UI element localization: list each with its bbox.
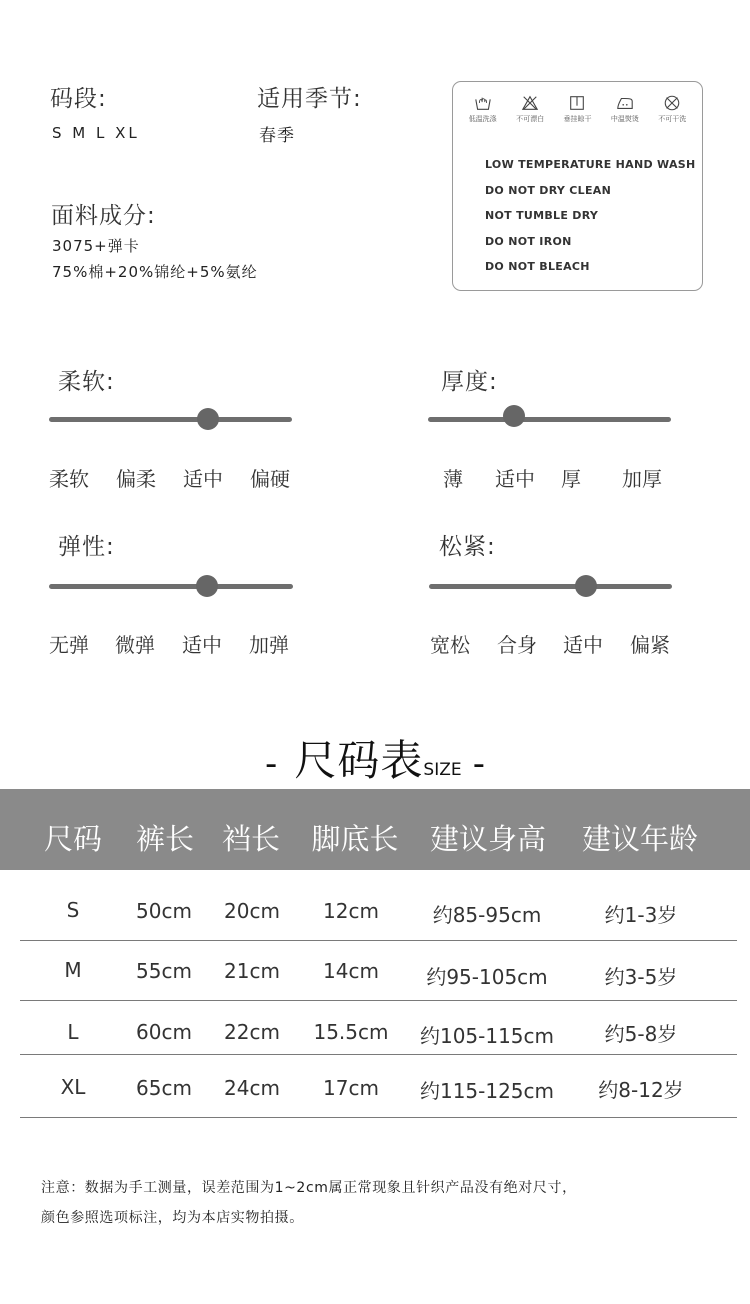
softness-option: 偏柔: [116, 467, 156, 491]
color-note: 颜色参照选项标注，均为本店实物拍摄。: [41, 1210, 304, 1226]
softness-option: 偏硬: [250, 467, 290, 491]
elasticity-option: 适中: [182, 633, 222, 657]
softness-scale-knob: [197, 408, 219, 430]
thickness-option: 适中: [495, 467, 535, 491]
thickness-title: 厚度:: [441, 369, 498, 395]
fit-option: 适中: [563, 633, 603, 657]
header-crotch-length: 裆长: [221, 822, 280, 856]
hang-dry-icon: 垂挂晾干: [554, 94, 600, 124]
fit-scale-knob: [575, 575, 597, 597]
size-chart-title-sub: SIZE: [423, 760, 462, 780]
no-dry-clean-icon: 不可干洗: [649, 94, 695, 124]
fit-option: 合身: [497, 633, 537, 657]
row-divider: [20, 1054, 737, 1055]
header-height: 建议身高: [429, 822, 546, 856]
header-pants-length: 裤长: [135, 822, 194, 856]
fabric-line-2: 75%棉+20%锦纶+5%氨纶: [52, 263, 258, 281]
season-value: 春季: [259, 126, 295, 146]
care-line: DO NOT IRON: [485, 234, 572, 248]
fit-scale-track: [429, 584, 672, 589]
fabric-line-1: 3075+弹卡: [52, 237, 140, 255]
iron-medium-icon: 中温熨烫: [602, 94, 648, 124]
softness-title: 柔软:: [58, 369, 115, 395]
elasticity-option: 无弹: [49, 633, 89, 657]
row-divider: [20, 1000, 737, 1001]
elasticity-option: 加弹: [249, 633, 289, 657]
elasticity-title: 弹性:: [58, 534, 115, 560]
size-table-header: [0, 789, 750, 870]
row-divider: [20, 1117, 737, 1118]
care-line: DO NOT BLEACH: [485, 260, 590, 274]
softness-option: 适中: [183, 467, 223, 491]
season-label: 适用季节:: [257, 86, 362, 112]
softness-option: 柔软: [49, 467, 89, 491]
care-instructions-box: [452, 81, 703, 291]
thickness-option: 加厚: [622, 467, 662, 491]
measurement-note: 注意：数据为手工测量，误差范围为1~2cm属正常现象且针织产品没有绝对尺寸，: [41, 1180, 577, 1196]
hand-wash-icon: 低温洗涤: [460, 94, 506, 124]
thickness-scale-track: [428, 417, 671, 422]
size-chart-title-main: 尺码表: [294, 736, 424, 785]
thickness-scale-knob: [503, 405, 525, 427]
care-line: LOW TEMPERATURE HAND WASH: [485, 158, 696, 171]
elasticity-scale-track: [49, 584, 293, 589]
fit-title: 松紧:: [439, 534, 496, 560]
row-divider: [20, 940, 737, 941]
thickness-option: 厚: [561, 467, 581, 491]
header-age: 建议年龄: [581, 822, 698, 856]
no-bleach-icon: 不可漂白: [507, 94, 553, 124]
size-range-label: 码段:: [50, 86, 107, 112]
size-chart-title: - 尺码表SIZE -: [265, 736, 485, 785]
header-foot-length: 脚底长: [311, 822, 399, 856]
fit-option: 偏紧: [630, 633, 670, 657]
softness-scale-track: [49, 417, 292, 422]
elasticity-scale-knob: [196, 575, 218, 597]
fit-option: 宽松: [430, 633, 470, 657]
header-size: 尺码: [43, 822, 102, 856]
thickness-option: 薄: [443, 467, 463, 491]
size-range-value: S M L XL: [52, 124, 140, 142]
elasticity-option: 微弹: [115, 633, 155, 657]
care-line: DO NOT DRY CLEAN: [485, 183, 612, 197]
care-line: NOT TUMBLE DRY: [485, 209, 599, 223]
fabric-label: 面料成分:: [51, 203, 156, 229]
